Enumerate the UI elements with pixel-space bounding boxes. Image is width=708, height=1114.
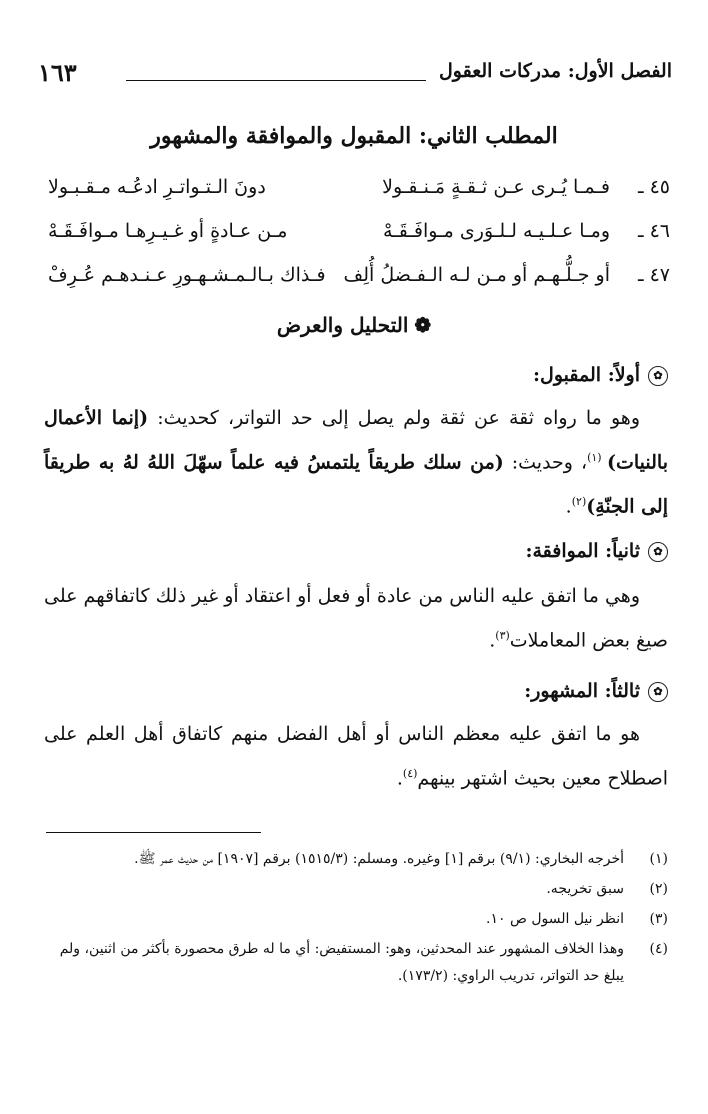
- footnote-text: وهذا الخلاف المشهور عند المحدثين، وهو: المستفيض: أي ما له طرق محصورة بأكثر من اثنين، ولم يبلغ حد التواتر، تدريب الراوي: (١٧٣/٢).: [59, 941, 624, 984]
- paragraph-accepted: [44, 398, 668, 527]
- analysis-heading-text: التحليل والعرض: [276, 313, 409, 337]
- footnote-text: أخرجه البخاري: (٩/١) برقم [١] وغيره. ومسلم: (١٥١٥/٣) برقم [١٩٠٧] من حديث عمر ﷺ.: [134, 851, 624, 867]
- header-rule: [126, 80, 426, 81]
- footnote-text: سبق تخريجه.: [546, 881, 624, 897]
- verse-number: ٤٥ ـ: [637, 176, 670, 198]
- running-head: الفصل الأول: مدركات العقول: [438, 60, 672, 82]
- footnote: [44, 906, 668, 933]
- verse-number: ٤٧ ـ: [637, 264, 670, 286]
- analysis-heading: [0, 313, 708, 337]
- subheading-text: أولاً: المقبول:: [533, 364, 640, 386]
- hadith-quote: (إنما الأعمال بالنيات): [44, 407, 669, 474]
- verse: [48, 212, 670, 256]
- footnote-number: (٣): [649, 911, 668, 927]
- verse-second-hemistich: دونَ الـتـواتـرِ ادعُـه مـقـبـولا: [48, 176, 266, 198]
- verse-second-hemistich: مـن عـادةٍ أو غـيـرِهـا مـوافَـقَـهْ: [48, 220, 288, 242]
- subheading-accepted: [533, 364, 668, 386]
- flower-ornament-icon: ❁: [414, 313, 432, 337]
- section-title: المطلب الثاني: المقبول والموافقة والمشهور: [150, 123, 558, 149]
- paragraph-text: هو ما اتفق عليه معظم الناس أو أهل الفضل منهم كاتفاق أهل العلم على اصطلاح معين بحيث اشتهر بينهم: [44, 723, 668, 790]
- paragraph-text: وهو ما رواه ثقة عن ثقة ولم يصل إلى حد التواتر، كحديث:: [148, 407, 640, 429]
- paragraph-famous: [44, 714, 668, 798]
- footnote-ref: (٣): [495, 629, 510, 642]
- page-number: ١٦٣: [38, 58, 77, 87]
- verse-second-hemistich: فـذاك بـالـمـشـهـورِ عـنـدهـم عُـرِفْ: [48, 264, 326, 286]
- paragraph-text: .: [489, 629, 496, 652]
- hadith-quote: (من سلك طريقاً يلتمسُ فيه علماً سهّلَ اللهُ لهُ به طريقاً إلى الجنّةِ): [44, 451, 668, 518]
- verse-first-hemistich: أو جـلُّـهـم أو مـن لـه الـفـضلُ أُلِف: [343, 264, 610, 286]
- verse-first-hemistich: ومـا عـلـيـه لـلـوَرى مـوافَـقَـهْ: [383, 220, 610, 242]
- footnote-ref: (٢): [571, 495, 587, 509]
- verse: [48, 256, 670, 300]
- verse-first-hemistich: فـمـا يُـرى عـن ثـقـةٍ مَـنـقـولا: [382, 176, 610, 198]
- footnotes: [44, 846, 668, 993]
- footnote-ref: (٤): [402, 767, 418, 780]
- verse: [48, 168, 670, 212]
- footnote: [44, 846, 668, 873]
- paragraph-agreement: [44, 576, 668, 660]
- page-header: [36, 58, 672, 92]
- paragraph-text: .: [396, 767, 403, 790]
- flower-bullet-icon: ✿: [648, 542, 668, 562]
- flower-bullet-icon: ✿: [648, 682, 668, 702]
- footnote: [44, 876, 668, 903]
- verse-number: ٤٦ ـ: [637, 220, 670, 242]
- footnote-ref: (١): [587, 451, 608, 464]
- paragraph-text: .: [565, 495, 572, 518]
- paragraph-text: وهي ما اتفق عليه الناس من عادة أو فعل أو اعتقاد أو غير ذلك كاتفاقهم على صيغ بعض المعاملات: [44, 585, 668, 652]
- flower-bullet-icon: ✿: [648, 366, 668, 386]
- footnote-number: (٤): [649, 941, 668, 957]
- subheading-text: ثالثاً: المشهور:: [524, 680, 640, 702]
- footnote-text: انظر نيل السول ص ١٠.: [486, 911, 624, 927]
- subheading-agreement: [525, 540, 668, 562]
- paragraph-text: ، وحديث:: [503, 451, 588, 474]
- footnote-number: (١): [649, 851, 668, 867]
- subheading-text: ثانياً: الموافقة:: [525, 540, 640, 562]
- poem: [48, 168, 670, 300]
- subheading-famous: [524, 680, 668, 702]
- footnote-number: (٢): [649, 881, 668, 897]
- footnote-separator: [46, 832, 261, 833]
- footnote: [44, 936, 668, 990]
